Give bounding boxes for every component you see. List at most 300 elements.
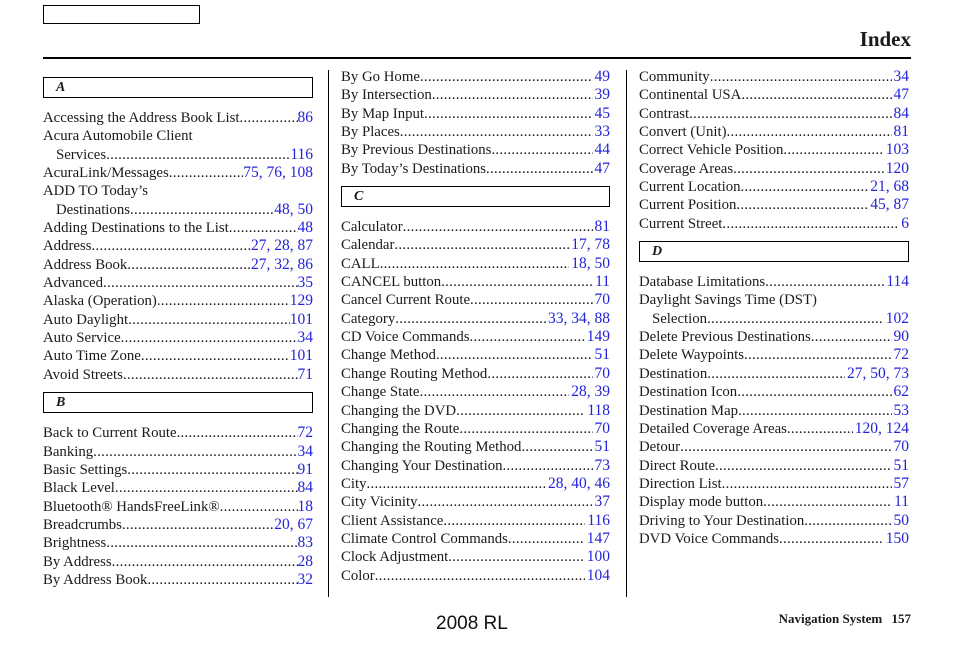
- section-header-c: C: [341, 186, 610, 207]
- page-reference-link[interactable]: 18, 50: [571, 254, 610, 272]
- dot-leader: [420, 383, 570, 401]
- dot-leader: [741, 86, 891, 104]
- index-entry: [43, 274, 313, 292]
- dot-leader: [443, 512, 585, 530]
- index-entry-label: CD Voice Commands: [341, 329, 470, 346]
- page-reference-link[interactable]: 27, 50, 73: [847, 364, 909, 382]
- index-entry-label: Banking: [43, 443, 94, 460]
- index-entry-label: Client Assistance: [341, 512, 444, 529]
- index-entry-label: City Vicinity: [341, 494, 418, 511]
- dot-leader: [722, 215, 899, 233]
- dot-leader: [491, 141, 592, 159]
- index-entry-label: Adding Destinations to the List: [43, 220, 229, 237]
- page-reference-link[interactable]: 27, 28, 87: [251, 237, 313, 255]
- page-reference-link[interactable]: 81: [594, 218, 610, 236]
- page-reference-link[interactable]: 11: [894, 493, 909, 511]
- dot-leader: [106, 146, 290, 164]
- page-reference-link[interactable]: 147: [586, 529, 610, 547]
- column-divider: [328, 70, 329, 597]
- index-entry: [43, 292, 313, 310]
- toc-tab-box: [43, 5, 200, 24]
- index-entry: [341, 365, 610, 383]
- index-entry-label: Address: [43, 238, 92, 255]
- index-entry-label: Driving to Your Destination: [639, 512, 805, 529]
- dot-leader: [804, 512, 891, 530]
- index-entry: [341, 548, 610, 566]
- index-entry-label: Bluetooth® HandsFreeLink®: [43, 498, 220, 515]
- index-entry: [341, 123, 610, 141]
- index-entry: [341, 493, 610, 511]
- dot-leader: [744, 346, 892, 364]
- dot-leader: [456, 402, 585, 420]
- page-reference-link[interactable]: 47: [893, 86, 909, 104]
- index-entry: [43, 443, 313, 461]
- page-reference-link[interactable]: 11: [595, 273, 610, 291]
- index-entry-label: Calculator: [341, 219, 403, 236]
- page-reference-link[interactable]: 90: [893, 328, 909, 346]
- index-entry-label: Current Location: [639, 179, 741, 196]
- page-reference-link[interactable]: 149: [586, 328, 610, 346]
- index-entry: [341, 530, 610, 548]
- index-entry: [341, 475, 610, 493]
- page-reference-link[interactable]: 47: [594, 159, 610, 177]
- index-entry: [341, 310, 610, 328]
- page-reference-link[interactable]: 44: [594, 141, 610, 159]
- page-reference-link[interactable]: 72: [297, 424, 313, 442]
- index-entry-heading: Daylight Savings Time (DST): [639, 292, 817, 309]
- index-entry-label: Breadcrumbs: [43, 516, 122, 533]
- index-entry: [43, 498, 313, 516]
- index-entry-label: Detailed Coverage Areas: [639, 420, 787, 437]
- index-entry-label: Display mode button: [639, 494, 764, 511]
- index-entry: [639, 420, 909, 438]
- dot-leader: [375, 567, 585, 585]
- dot-leader: [93, 443, 297, 461]
- page-reference-link[interactable]: 70: [594, 291, 610, 309]
- index-entry-label: Color: [341, 567, 375, 584]
- page-reference-link[interactable]: 6: [901, 214, 909, 232]
- dot-leader: [177, 424, 298, 442]
- page-reference-link[interactable]: 48, 50: [274, 200, 313, 218]
- dot-leader: [121, 329, 298, 347]
- dot-leader: [680, 438, 891, 456]
- dot-leader: [92, 237, 252, 255]
- page-reference-link[interactable]: 104: [586, 566, 610, 584]
- page-reference-link[interactable]: 27, 32, 86: [251, 255, 313, 273]
- section-header-a: A: [43, 77, 313, 98]
- page-reference-link[interactable]: 37: [594, 493, 610, 511]
- index-entry-label: Changing the DVD: [341, 402, 457, 419]
- index-entry: [639, 141, 909, 159]
- page-reference-link[interactable]: 101: [289, 347, 313, 365]
- page-reference-link[interactable]: 75, 76, 108: [243, 164, 313, 182]
- page-reference-link[interactable]: 45: [594, 104, 610, 122]
- dot-leader: [503, 457, 593, 475]
- index-entry-label: City: [341, 475, 367, 492]
- index-entry: [341, 105, 610, 123]
- index-entry: [639, 365, 909, 383]
- page-reference-link[interactable]: 73: [594, 456, 610, 474]
- dot-leader: [115, 479, 298, 497]
- page-reference-link[interactable]: 62: [893, 383, 909, 401]
- page-reference-link[interactable]: 32: [297, 570, 313, 588]
- index-entry: [341, 346, 610, 364]
- page-reference-link[interactable]: 28, 39: [571, 383, 610, 401]
- dot-leader: [418, 493, 593, 511]
- index-entry-label: Brightness: [43, 535, 107, 552]
- index-entry: [43, 347, 313, 365]
- footer-section: [779, 611, 911, 627]
- index-entry-label: Back to Current Route: [43, 425, 177, 442]
- index-entry-label: DVD Voice Commands: [639, 530, 780, 547]
- header-rule: [43, 57, 911, 59]
- index-entry-label: Delete Waypoints: [639, 347, 744, 364]
- dot-leader: [169, 164, 244, 182]
- index-entry: [43, 424, 313, 442]
- page-title: Index: [859, 27, 911, 51]
- page-reference-link[interactable]: 91: [297, 460, 313, 478]
- page-reference-link[interactable]: 49: [594, 68, 610, 85]
- dot-leader: [127, 461, 297, 479]
- index-entry: [43, 311, 313, 329]
- column-divider: [626, 70, 627, 597]
- index-entry: [341, 86, 610, 104]
- dot-leader: [229, 219, 298, 237]
- page-reference-link[interactable]: 102: [885, 309, 909, 327]
- page-reference-link[interactable]: 28: [297, 552, 313, 570]
- dot-leader: [395, 310, 546, 328]
- index-entry: [341, 255, 610, 273]
- dot-leader: [130, 201, 274, 219]
- page-reference-link[interactable]: 51: [594, 346, 610, 364]
- index-entry-label: Changing the Route: [341, 420, 460, 437]
- page-reference-link[interactable]: 35: [297, 274, 313, 292]
- index-entry: [341, 383, 610, 401]
- index-entry-label: By Address: [43, 553, 112, 570]
- index-entry-label: By Map Input: [341, 105, 425, 122]
- index-entry-label: Current Position: [639, 197, 737, 214]
- index-entry-label: Destinations: [56, 201, 130, 218]
- index-entry-label: Calendar: [341, 237, 395, 254]
- index-entry: [639, 457, 909, 475]
- index-column-1: [43, 68, 313, 589]
- index-entry-label: Community: [639, 69, 710, 85]
- index-entry-label: Current Street: [639, 215, 723, 232]
- dot-leader: [470, 328, 585, 346]
- dot-leader: [127, 256, 251, 274]
- page-reference-link[interactable]: 72: [893, 346, 909, 364]
- index-entry-label: AcuraLink/Messages: [43, 165, 169, 182]
- dot-leader: [765, 273, 884, 291]
- index-entry: [341, 512, 610, 530]
- page-reference-link[interactable]: 118: [587, 401, 610, 419]
- index-entry: [639, 383, 909, 401]
- page-reference-link[interactable]: 33: [594, 123, 610, 141]
- model-label: 2008 RL: [436, 613, 508, 634]
- page-reference-link[interactable]: 103: [885, 141, 909, 159]
- index-entry-label: Address Book: [43, 256, 128, 273]
- index-entry: [43, 109, 313, 127]
- dot-leader: [811, 328, 892, 346]
- page-reference-link[interactable]: 53: [893, 401, 909, 419]
- index-entry-label: Destination: [639, 365, 708, 382]
- dot-leader: [783, 141, 883, 159]
- index-entry: [43, 571, 313, 589]
- dot-leader: [710, 68, 892, 86]
- page-reference-link[interactable]: 28, 40, 46: [548, 474, 610, 492]
- dot-leader: [106, 534, 297, 552]
- dot-leader: [722, 475, 892, 493]
- index-entry: [43, 366, 313, 384]
- page-reference-link[interactable]: 17, 78: [571, 236, 610, 254]
- dot-leader: [470, 291, 592, 309]
- index-entry-label: Delete Previous Destinations: [639, 329, 811, 346]
- footer-section-label: Navigation System: [778, 611, 883, 626]
- index-entry-label: Convert (Unit): [639, 124, 727, 141]
- index-entry: [639, 328, 909, 346]
- index-entry: [341, 218, 610, 236]
- index-entry: [341, 273, 610, 291]
- index-entry: [639, 493, 909, 511]
- page-reference-link[interactable]: 70: [594, 364, 610, 382]
- index-entry: [341, 291, 610, 309]
- index-entry-label: By Intersection: [341, 87, 432, 104]
- index-entry: [639, 160, 909, 178]
- index-entry: [639, 196, 909, 214]
- index-entry-label: CANCEL button: [341, 274, 442, 291]
- index-entry-label: Database Limitations: [639, 274, 766, 291]
- dot-leader: [141, 347, 290, 365]
- dot-leader: [448, 548, 584, 566]
- dot-leader: [367, 475, 547, 493]
- page-reference-link[interactable]: 34: [297, 442, 313, 460]
- index-entry-label: Detour: [639, 439, 681, 456]
- index-entry: [341, 438, 610, 456]
- dot-leader: [123, 366, 298, 384]
- dot-leader: [733, 160, 884, 178]
- index-entry: [341, 68, 610, 86]
- index-entry-label: Destination Map: [639, 402, 739, 419]
- dot-leader: [707, 310, 884, 328]
- page-reference-link[interactable]: 71: [297, 365, 313, 383]
- dot-leader: [122, 516, 274, 534]
- page-reference-link[interactable]: 45, 87: [870, 196, 909, 214]
- index-entry-label: Destination Icon: [639, 384, 738, 401]
- index-entry-label: Clock Adjustment: [341, 549, 449, 566]
- index-entry-label: Change Method: [341, 347, 436, 364]
- index-entry-label: Avoid Streets: [43, 366, 123, 383]
- dot-leader: [403, 218, 593, 236]
- page-reference-link[interactable]: 21, 68: [870, 178, 909, 196]
- page-reference-link[interactable]: 70: [893, 438, 909, 456]
- page-reference-link[interactable]: 150: [885, 529, 909, 547]
- index-entry-label: Continental USA: [639, 87, 742, 104]
- page-reference-link[interactable]: 100: [586, 548, 610, 566]
- dot-leader: [737, 383, 891, 401]
- index-entry-label: Category: [341, 310, 396, 327]
- index-entry-label: Auto Daylight: [43, 311, 129, 328]
- page-reference-link[interactable]: 83: [297, 534, 313, 552]
- index-entry-heading: Acura Automobile Client: [43, 128, 193, 145]
- page-reference-link[interactable]: 120, 124: [854, 419, 909, 437]
- index-entry-label: Direction List: [639, 475, 722, 492]
- index-entry: [341, 567, 610, 585]
- dot-leader: [239, 109, 297, 127]
- dot-leader: [424, 105, 592, 123]
- page-reference-link[interactable]: 84: [893, 104, 909, 122]
- index-entry: [43, 479, 313, 497]
- index-entry-label: Services: [56, 146, 107, 163]
- index-entry-label: Change State: [341, 384, 420, 401]
- page-reference-link[interactable]: 39: [594, 86, 610, 104]
- dot-leader: [112, 553, 298, 571]
- dot-leader: [521, 438, 592, 456]
- index-entry-label: Selection: [652, 310, 708, 327]
- page-reference-link[interactable]: 18: [297, 497, 313, 515]
- dot-leader: [763, 493, 892, 511]
- page-reference-link[interactable]: 86: [297, 109, 313, 126]
- dot-leader: [779, 530, 884, 548]
- dot-leader: [707, 365, 845, 383]
- index-entry: [341, 160, 610, 178]
- dot-leader: [436, 346, 593, 364]
- index-entry-label: Change Routing Method: [341, 365, 488, 382]
- index-entry: [43, 329, 313, 347]
- index-entry-label: Correct Vehicle Position: [639, 142, 784, 159]
- page-reference-link[interactable]: 116: [290, 145, 313, 163]
- dot-leader: [420, 68, 593, 86]
- index-entry: [43, 516, 313, 534]
- page-reference-link[interactable]: 33, 34, 88: [548, 309, 610, 327]
- index-entry-label: By Places: [341, 124, 400, 141]
- index-entry: [639, 123, 909, 141]
- page-number: 157: [891, 611, 911, 626]
- page-reference-link[interactable]: 20, 67: [274, 515, 313, 533]
- index-entry: [639, 68, 909, 86]
- dot-leader: [787, 420, 853, 438]
- page-reference-link[interactable]: 57: [893, 474, 909, 492]
- index-entry-label: Basic Settings: [43, 461, 128, 478]
- dot-leader: [147, 571, 297, 589]
- index-entry: [341, 420, 610, 438]
- page-reference-link[interactable]: 116: [587, 511, 610, 529]
- index-entry: [639, 105, 909, 123]
- index-entry: [639, 310, 909, 328]
- index-entry: [639, 530, 909, 548]
- index-entry-label: Auto Service: [43, 330, 121, 347]
- page-reference-link[interactable]: 129: [289, 292, 313, 310]
- index-entry-label: By Go Home: [341, 69, 420, 85]
- index-entry: [43, 534, 313, 552]
- index-entry: [341, 402, 610, 420]
- dot-leader: [432, 86, 593, 104]
- index-entry-label: Contrast: [639, 105, 690, 122]
- index-entry-label: Coverage Areas: [639, 160, 734, 177]
- index-entry: [639, 475, 909, 493]
- index-entry: [639, 512, 909, 530]
- dot-leader: [220, 498, 298, 516]
- index-entry: [43, 461, 313, 479]
- dot-leader: [738, 402, 891, 420]
- index-entry: [639, 438, 909, 456]
- page-reference-link[interactable]: 101: [289, 310, 313, 328]
- index-entry-label: Black Level: [43, 480, 115, 497]
- index-entry: [341, 457, 610, 475]
- dot-leader: [486, 160, 592, 178]
- index-entry: [639, 273, 909, 291]
- index-entry: [43, 256, 313, 274]
- page-reference-link[interactable]: 48: [297, 219, 313, 237]
- page-reference-link[interactable]: 120: [885, 159, 909, 177]
- page-reference-link[interactable]: 84: [297, 479, 313, 497]
- index-entry-label: By Address Book: [43, 571, 148, 588]
- index-entry: [639, 178, 909, 196]
- page-reference-link[interactable]: 34: [297, 329, 313, 347]
- index-entry: [43, 553, 313, 571]
- dot-leader: [380, 255, 570, 273]
- dot-leader: [727, 123, 892, 141]
- index-entry: [639, 402, 909, 420]
- dot-leader: [441, 273, 593, 291]
- index-entry-label: Changing the Routing Method: [341, 439, 522, 456]
- index-entry: [639, 86, 909, 104]
- page-reference-link[interactable]: 51: [594, 438, 610, 456]
- dot-leader: [157, 292, 290, 310]
- dot-leader: [736, 196, 868, 214]
- index-entry-label: By Today’s Destinations: [341, 160, 487, 177]
- index-entry-label: Advanced: [43, 275, 103, 292]
- dot-leader: [715, 457, 891, 475]
- index-entry: [43, 146, 313, 164]
- index-entry: [639, 215, 909, 233]
- index-entry: [43, 201, 313, 219]
- page-reference-link[interactable]: 51: [893, 456, 909, 474]
- index-entry: [341, 328, 610, 346]
- dot-leader: [128, 311, 290, 329]
- dot-leader: [487, 365, 592, 383]
- page-reference-link[interactable]: 70: [594, 419, 610, 437]
- index-entry: [639, 346, 909, 364]
- index-entry-label: CALL: [341, 255, 380, 272]
- dot-leader: [459, 420, 592, 438]
- dot-leader: [741, 178, 869, 196]
- index-column-3: [639, 68, 909, 548]
- page-reference-link[interactable]: 50: [893, 511, 909, 529]
- dot-leader: [394, 236, 569, 254]
- index-entry: [43, 237, 313, 255]
- index-entry-label: Accessing the Address Book List: [43, 110, 240, 126]
- section-header-d: D: [639, 241, 909, 262]
- section-header-b: B: [43, 392, 313, 413]
- page-reference-link[interactable]: 34: [893, 68, 909, 85]
- index-entry-label: Auto Time Zone: [43, 348, 141, 365]
- page-reference-link[interactable]: 114: [886, 273, 909, 291]
- index-entry: [341, 236, 610, 254]
- dot-leader: [508, 530, 585, 548]
- index-entry-label: Climate Control Commands: [341, 530, 508, 547]
- dot-leader: [689, 105, 891, 123]
- index-entry-label: Direct Route: [639, 457, 716, 474]
- index-entry-heading: ADD TO Today’s: [43, 183, 149, 200]
- index-entry-label: By Previous Destinations: [341, 142, 492, 159]
- index-entry: [43, 219, 313, 237]
- page-reference-link[interactable]: 81: [893, 123, 909, 141]
- dot-leader: [400, 123, 593, 141]
- index-entry-label: Cancel Current Route: [341, 292, 471, 309]
- index-entry: [341, 141, 610, 159]
- index-entry: [43, 164, 313, 182]
- index-entry-label: Alaska (Operation): [43, 293, 157, 310]
